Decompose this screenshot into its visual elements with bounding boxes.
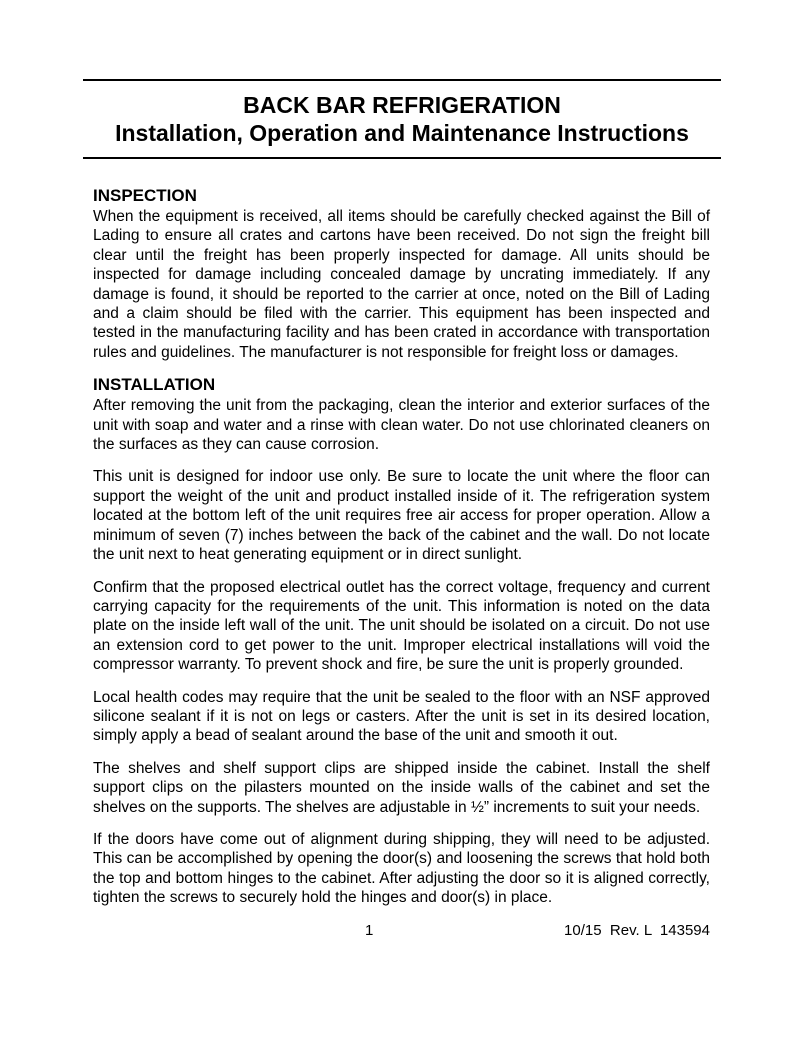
header-bottom-rule — [83, 157, 721, 159]
installation-paragraph-5: The shelves and shelf support clips are shipped inside the cabinet. Install the shelf support clips on the pilasters mounted on the inside walls of the cabinet and set the shelves on the supports. The shelves are adjustable in ½” increments to suit your needs. — [93, 759, 710, 816]
installation-paragraph-3: Confirm that the proposed electrical outlet has the correct voltage, frequency and current carrying capacity for the requirements of the unit. This information is noted on the data plate on the inside left wall of the unit. The unit should be isolated on a circuit. Do not use an extension cord to get power to the unit. Improper electrical installations will void the compressor warranty. To prevent shock and fire, be sure the unit is properly grounded. — [93, 578, 710, 674]
installation-heading: INSTALLATION — [93, 375, 216, 395]
installation-paragraph-1: After removing the unit from the packaging, clean the interior and exterior surfaces of the unit with soap and water and a rinse with clean water. Do not use chlorinated cleaners on the surfaces as they can cause corrosion. — [93, 397, 710, 454]
revision-text: 10/15 Rev. L 143594 — [564, 921, 710, 939]
document-body — [93, 186, 710, 908]
document-footer — [93, 921, 710, 941]
header-top-rule — [83, 79, 721, 81]
installation-paragraph-6: If the doors have come out of alignment during shipping, they will need to be adjusted. This can be accomplished by opening the door(s) and loosening the screws that hold both the top and bottom hinges to the cabinet. After adjusting the door so it is aligned correctly, tighten the screws to securely hold the hinges and door(s) in place. — [93, 830, 710, 907]
page-number: 1 — [365, 921, 374, 939]
section-inspection — [93, 186, 710, 362]
document-header — [83, 0, 721, 159]
inspection-heading: INSPECTION — [93, 186, 197, 205]
document-title — [83, 91, 721, 147]
inspection-paragraph: When the equipment is received, all items should be carefully checked against the Bill of Lading to ensure all crates and cartons have been received. Do not sign the freight bill clear until the freight has been properly inspected for damage. All units should be inspected for damage including concealed damage by uncrating immediately. If any damage is found, it should be reported to the carrier at once, noted on the Bill of Lading and a claim should be filed with the carrier. This equipment has been inspected and tested in the manufacturing facility and has been crated in accordance with transportation rules and guidelines. The manufacturer is not responsible for freight loss or damages. — [93, 208, 710, 361]
title-line-1: BACK BAR REFRIGERATION — [243, 92, 561, 118]
installation-paragraph-4: Local health codes may require that the unit be sealed to the floor with an NSF approved silicone sealant if it is not on legs or casters. After the unit is set in its desired location, simply apply a bead of sealant around the base of the unit and smooth it out. — [93, 688, 710, 745]
section-installation — [93, 375, 710, 907]
title-line-2: Installation, Operation and Maintenance Instructions — [115, 120, 689, 146]
installation-paragraph-2: This unit is designed for indoor use only. Be sure to locate the unit where the floor can support the weight of the unit and product installed inside of it. The refrigeration system located at the bottom left of the unit requires free air access for proper operation. Allow a minimum of seven (7) inches between the back of the cabinet and the wall. Do not locate the unit next to heat generating equipment or in direct sunlight. — [93, 468, 710, 564]
